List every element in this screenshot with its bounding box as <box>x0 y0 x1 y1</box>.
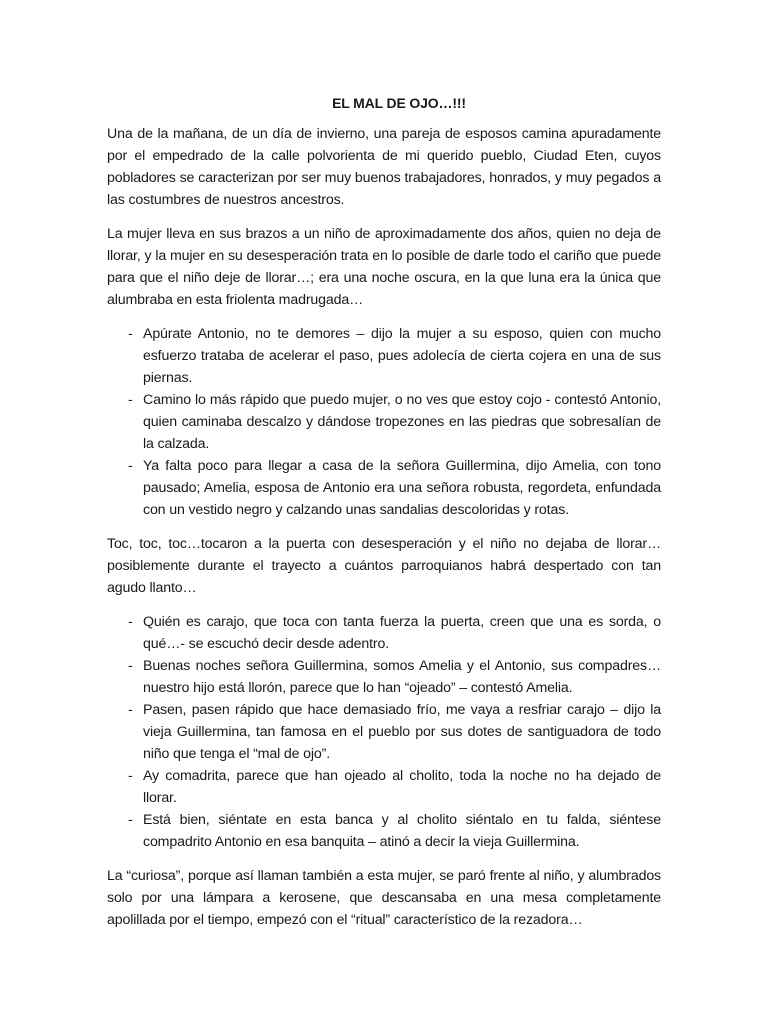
bullet-dash: - <box>128 658 133 674</box>
dialogue-text: Pasen, pasen rápido que hace demasiado frío, me vaya a resfriar carajo – dijo la vieja Guillermina, tan famosa en el pueblo por sus dotes de santiguadora de todo niño que tenga el “mal de ojo”. <box>143 702 661 762</box>
paragraph-3: Toc, toc, toc…tocaron a la puerta con desesperación y el niño no dejaba de llorar… posiblemente durante el trayecto a cuántos parroquianos habrá despertado con tan agudo llanto… <box>107 536 661 596</box>
dialogue-text: Buenas noches señora Guillermina, somos Amelia y el Antonio, sus compadres… nuestro hijo está llorón, parece que lo han “ojeado” – contestó Amelia. <box>143 658 661 696</box>
bullet-dash: - <box>128 702 133 718</box>
dialogue-text: Camino lo más rápido que puedo mujer, o no ves que estoy cojo - contestó Antonio, quien caminaba descalzo y dándose tropezones en las piedras que sobresalían de la calzada. <box>143 392 661 452</box>
dialogue-text: Apúrate Antonio, no te demores – dijo la mujer a su esposo, quien con mucho esfuerzo trataba de acelerar el paso, pues adolecía de cierta cojera en una de sus piernas. <box>143 326 661 386</box>
dialogue-text: Quién es carajo, que toca con tanta fuerza la puerta, creen que una es sorda, o qué…- se escuchó decir desde adentro. <box>143 614 661 652</box>
dialogue-text: Ya falta poco para llegar a casa de la señora Guillermina, dijo Amelia, con tono pausado; Amelia, esposa de Antonio era una señora robusta, regordeta, enfundada con un vestido negro y calzando unas sandalias descoloridas y rotas. <box>143 458 661 518</box>
bullet-dash: - <box>128 812 133 828</box>
paragraph-1: Una de la mañana, de un día de invierno, una pareja de esposos camina apuradamente por el empedrado de la calle polvorienta de mi querido pueblo, Ciudad Eten, cuyos pobladores se caracterizan por ser muy buenos trabajadores, honrados, y muy pegados a las costumbres de nuestros ancestros. <box>107 126 661 208</box>
dialogue-item <box>107 611 661 655</box>
document-page <box>107 92 661 943</box>
bullet-dash: - <box>128 614 133 630</box>
dialogue-list-2 <box>107 611 661 853</box>
dialogue-item <box>107 655 661 699</box>
dialogue-item <box>107 455 661 521</box>
dialogue-item <box>107 323 661 389</box>
bullet-dash: - <box>128 768 133 784</box>
dialogue-item <box>107 809 661 853</box>
dialogue-list-1 <box>107 323 661 521</box>
paragraph-4: La “curiosa”, porque así llaman también a esta mujer, se paró frente al niño, y alumbrados solo por una lámpara a kerosene, que descansaba en una mesa completamente apolillada por el tiempo, empezó con el “ritual” característico de la rezadora… <box>107 868 661 928</box>
dialogue-item <box>107 389 661 455</box>
bullet-dash: - <box>128 458 133 474</box>
bullet-dash: - <box>128 326 133 342</box>
dialogue-text: Está bien, siéntate en esta banca y al cholito siéntalo en tu falda, siéntese compadrito Antonio en esa banquita – atinó a decir la vieja Guillermina. <box>143 812 661 850</box>
dialogue-item <box>107 699 661 765</box>
paragraph-2: La mujer lleva en sus brazos a un niño de aproximadamente dos años, quien no deja de llorar, y la mujer en su desesperación trata en lo posible de darle todo el cariño que puede para que el niño deje de llorar…; era una noche oscura, en la que luna era la única que alumbraba en esta friolenta madrugada… <box>107 226 661 308</box>
dialogue-item <box>107 765 661 809</box>
bullet-dash: - <box>128 392 133 408</box>
document-title: EL MAL DE OJO…!!! <box>332 95 466 111</box>
dialogue-text: Ay comadrita, parece que han ojeado al cholito, toda la noche no ha dejado de llorar. <box>143 768 661 806</box>
